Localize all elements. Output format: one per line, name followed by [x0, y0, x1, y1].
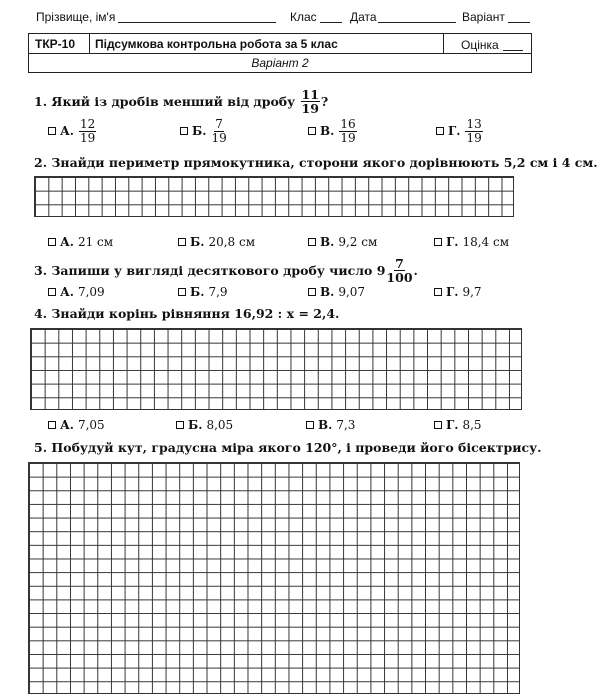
checkbox[interactable] [308, 288, 316, 296]
q3-option-b[interactable] [178, 285, 228, 299]
option-value: 8,5 [462, 418, 482, 432]
q4-option-b[interactable] [176, 418, 233, 432]
option-value: 7,09 [77, 285, 105, 299]
fraction [211, 118, 226, 144]
whole-part: 9 [376, 263, 386, 279]
question-number: 4. [34, 306, 48, 321]
option-letter: Г. [446, 285, 459, 299]
q1-option-v[interactable] [308, 118, 358, 144]
option-letter: В. [320, 235, 335, 249]
q4-option-a[interactable] [48, 418, 105, 432]
question-5 [34, 440, 541, 455]
option-value: 20,8 см [208, 235, 256, 249]
q1-option-g[interactable] [436, 118, 484, 144]
fraction [339, 118, 356, 144]
denominator: 19 [301, 101, 319, 117]
option-value: 7,3 [336, 418, 356, 432]
option-letter: В. [320, 285, 335, 299]
q2-option-a[interactable] [48, 235, 113, 249]
checkbox[interactable] [308, 127, 316, 135]
checkbox[interactable] [434, 288, 442, 296]
test-code: ТКР-10 [35, 37, 76, 51]
checkbox[interactable] [180, 127, 188, 135]
question-3 [34, 257, 418, 284]
checkbox[interactable] [178, 238, 186, 246]
option-value: 21 см [77, 235, 114, 249]
denominator: 100 [386, 270, 413, 286]
question-tail: ? [320, 94, 329, 110]
q2-option-g[interactable] [434, 235, 509, 249]
test-title: Підсумкова контрольна робота за 5 клас [95, 37, 338, 51]
name-label: Прізвище, ім'я [36, 10, 116, 24]
q1-option-a[interactable] [48, 118, 97, 144]
checkbox[interactable] [308, 238, 316, 246]
option-letter: Б. [192, 124, 207, 139]
checkbox[interactable] [48, 421, 56, 429]
denominator: 19 [466, 130, 482, 145]
option-value: 7,05 [77, 418, 105, 432]
question-text: Запиши у вигляді десяткового дробу число [51, 263, 373, 279]
numerator: 13 [466, 117, 482, 131]
class-label: Клас [290, 10, 317, 24]
checkbox[interactable] [48, 127, 56, 135]
option-value: 9,7 [462, 285, 482, 299]
option-letter: Б. [190, 235, 205, 249]
grade-field[interactable] [503, 50, 523, 51]
option-letter: Г. [448, 124, 461, 139]
date-field[interactable] [378, 22, 456, 23]
numerator: 11 [301, 87, 319, 102]
question-1 [34, 88, 328, 115]
checkbox[interactable] [434, 238, 442, 246]
variant-label: Варіант [462, 10, 505, 24]
numerator: 16 [340, 117, 356, 131]
option-value: 18,4 см [462, 235, 510, 249]
checkbox[interactable] [434, 421, 442, 429]
variant-field[interactable] [508, 22, 530, 23]
question-number: 3. [34, 263, 48, 279]
code-divider [89, 34, 90, 53]
checkbox[interactable] [178, 288, 186, 296]
q3-option-v[interactable] [308, 285, 365, 299]
question-text: Який із дробів менший від дробу [51, 94, 296, 110]
fraction [301, 88, 320, 115]
title-box [28, 33, 532, 73]
option-letter: А. [60, 418, 74, 432]
grade-label: Оцінка [461, 38, 499, 52]
option-value: 7,9 [208, 285, 228, 299]
option-value: 8,05 [206, 418, 234, 432]
question-text: Знайди корінь рівняння 16,92 : x = 2,4. [51, 306, 340, 321]
class-field[interactable] [320, 22, 342, 23]
fraction [465, 118, 482, 144]
question-number: 5. [34, 440, 48, 455]
question-2 [34, 155, 598, 170]
question-text: Побудуй кут, градусна міра якого 120°, і проведи його бісектрису. [51, 440, 542, 455]
answer-grid-q5[interactable] [28, 462, 520, 694]
grade-divider [443, 34, 444, 53]
option-value: 9,07 [338, 285, 366, 299]
title-row-divider [29, 53, 531, 54]
option-letter: Б. [188, 418, 203, 432]
checkbox[interactable] [436, 127, 444, 135]
question-text: Знайди периметр прямокутника, сторони якого дорівнюють 5,2 см і 4 см. [51, 155, 598, 170]
option-letter: В. [318, 418, 333, 432]
variant-text: Варіант 2 [251, 56, 309, 70]
fraction [79, 118, 96, 144]
question-number: 2. [34, 155, 48, 170]
checkbox[interactable] [48, 288, 56, 296]
option-letter: А. [60, 124, 74, 139]
denominator: 19 [211, 130, 227, 145]
checkbox[interactable] [48, 238, 56, 246]
q4-option-v[interactable] [306, 418, 355, 432]
checkbox[interactable] [176, 421, 184, 429]
numerator: 7 [215, 117, 223, 131]
option-letter: Г. [446, 235, 459, 249]
q2-option-b[interactable] [178, 235, 255, 249]
option-letter: Б. [190, 285, 205, 299]
question-number: 1. [34, 94, 48, 110]
q1-option-b[interactable] [180, 118, 228, 144]
answer-grid-q4[interactable] [30, 328, 522, 410]
option-letter: А. [60, 235, 74, 249]
q2-option-v[interactable] [308, 235, 377, 249]
numerator: 7 [395, 256, 404, 271]
q3-option-g[interactable] [434, 285, 482, 299]
name-field[interactable] [118, 22, 276, 23]
denominator: 19 [79, 130, 96, 145]
denominator: 19 [340, 130, 356, 145]
checkbox[interactable] [306, 421, 314, 429]
numerator: 12 [79, 117, 96, 131]
option-value: 9,2 см [338, 235, 378, 249]
q4-option-g[interactable] [434, 418, 482, 432]
q3-option-a[interactable] [48, 285, 105, 299]
answer-grid-q2[interactable] [34, 176, 514, 217]
fraction [386, 257, 412, 284]
date-label: Дата [350, 10, 377, 24]
option-letter: А. [60, 285, 74, 299]
option-letter: Г. [446, 418, 459, 432]
question-tail: . [413, 263, 418, 279]
question-4 [34, 306, 339, 321]
option-letter: В. [320, 124, 335, 139]
